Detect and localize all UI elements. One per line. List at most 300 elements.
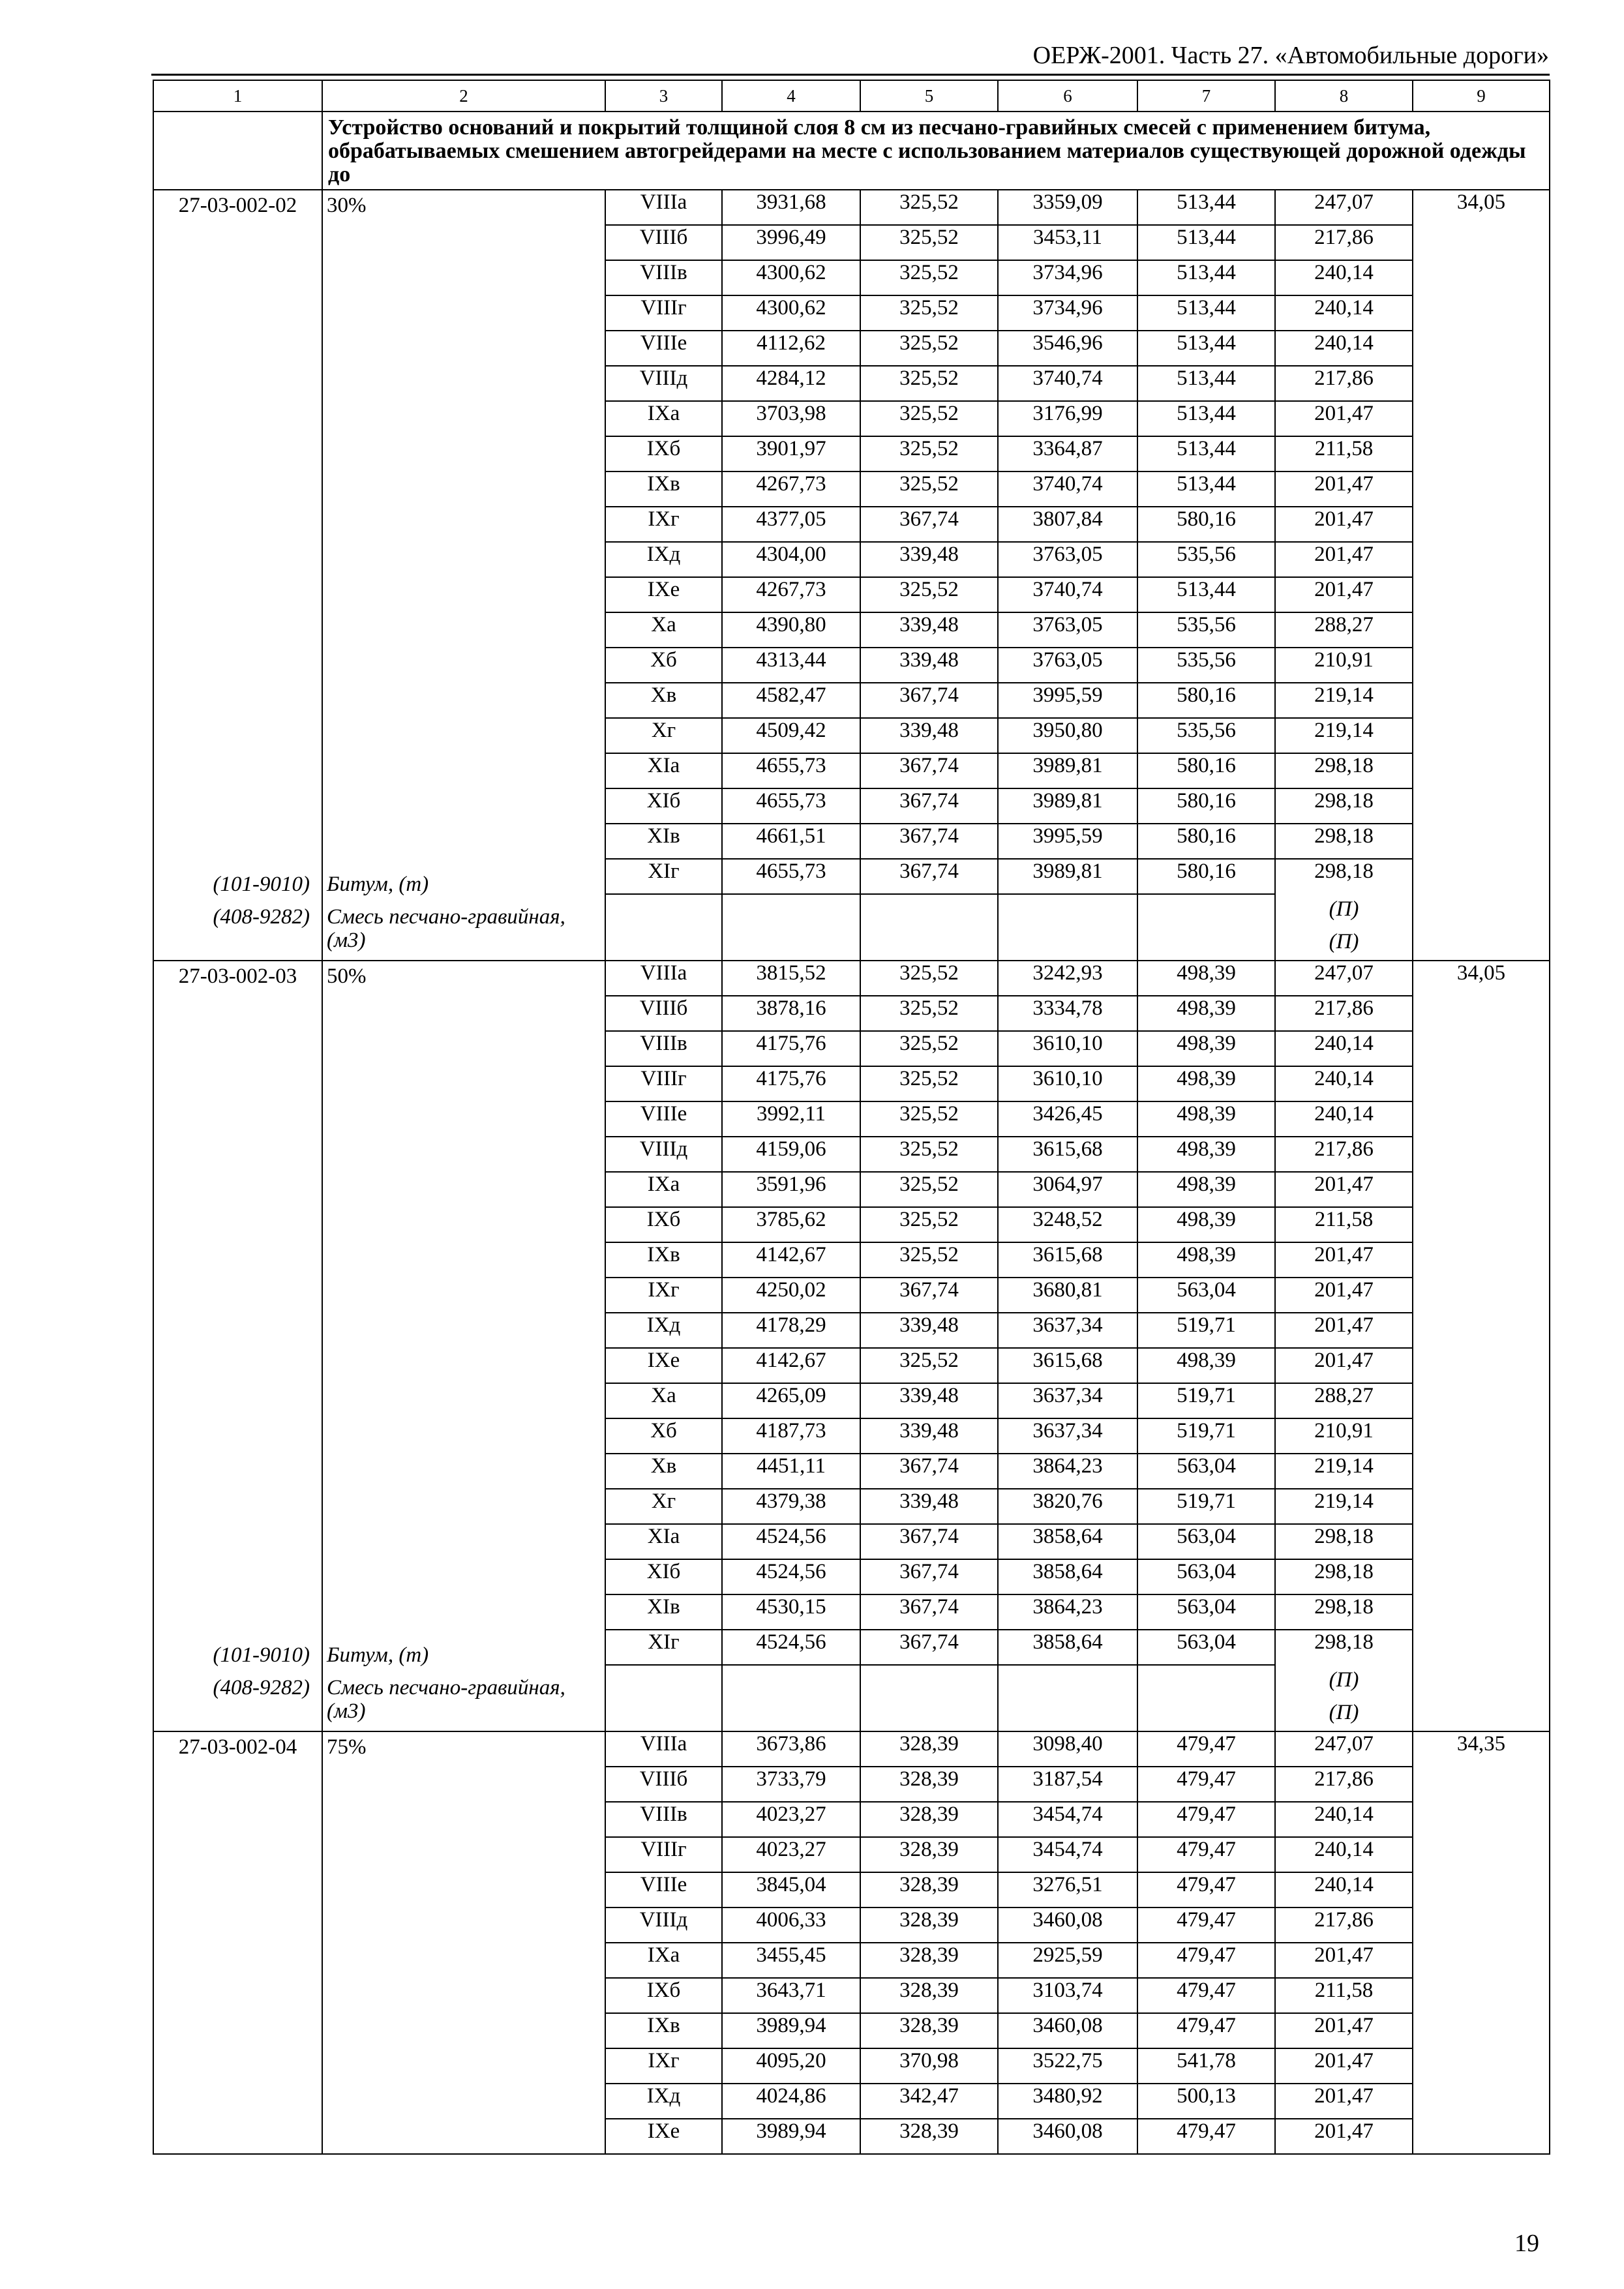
table-row [153,961,1550,996]
value-cell: 201,47 [1275,2013,1413,2048]
value-cell: 3643,71 [722,1978,860,2013]
zone-cell: VIIIв [605,1802,722,1837]
rate-code [153,961,322,1731]
rate-code-text: 27-03-002-02 [178,194,297,217]
value-cell: 3950,80 [998,718,1137,753]
value-cell: 342,47 [860,2084,998,2119]
value-cell: 325,52 [860,436,998,471]
value-cell: 3858,64 [998,1524,1137,1559]
value-cell: 3455,45 [722,1943,860,1978]
value-cell: 328,39 [860,1802,998,1837]
empty-cell [1137,1665,1275,1731]
resource-unit: (П) [1329,1701,1359,1724]
value-cell: 298,18 [1275,788,1413,824]
column-number: 6 [998,80,1137,112]
value-cell: 3453,11 [998,225,1137,260]
zone-cell: XIа [605,753,722,788]
value-cell: 3591,96 [722,1172,860,1207]
value-cell: 201,47 [1275,2084,1413,2119]
last-value-text: 298,18 [1314,1630,1374,1654]
value-cell: 3734,96 [998,295,1137,331]
value-cell: 541,78 [1137,2048,1275,2084]
value-cell: 3359,09 [998,190,1137,225]
zone-cell: Xг [605,718,722,753]
value-cell: 325,52 [860,1031,998,1066]
column-number: 3 [605,80,722,112]
value-cell: 201,47 [1275,1943,1413,1978]
value-cell: 3785,62 [722,1207,860,1242]
value-cell: 513,44 [1137,366,1275,401]
value-cell: 563,04 [1137,1454,1275,1489]
zone-cell: IXе [605,577,722,612]
zone-cell: IXг [605,1278,722,1313]
value-cell: 367,74 [860,824,998,859]
zone-cell: VIIIе [605,331,722,366]
value-cell: 3864,23 [998,1454,1137,1489]
value-cell: 3610,10 [998,1031,1137,1066]
empty-cell [722,1665,860,1731]
value-cell: 4379,38 [722,1489,860,1524]
zone-cell: IXд [605,1313,722,1348]
zone-cell: VIIIа [605,1731,722,1767]
value-cell: 325,52 [860,961,998,996]
value-cell: 513,44 [1137,260,1275,295]
zone-cell: VIIIа [605,190,722,225]
value-cell: 4267,73 [722,471,860,507]
zone-cell: XIб [605,1559,722,1594]
column-number: 4 [722,80,860,112]
zone-cell: IXб [605,1978,722,2013]
value-cell: 535,56 [1137,542,1275,577]
zone-cell: XIв [605,1594,722,1630]
value-cell: 367,74 [860,1559,998,1594]
value-cell: 3615,68 [998,1137,1137,1172]
value-cell: 367,74 [860,1454,998,1489]
empty-cell [998,1665,1137,1731]
value-cell: 367,74 [860,507,998,542]
value-cell: 3248,52 [998,1207,1137,1242]
zone-cell: VIIIа [605,961,722,996]
zone-cell: Xв [605,683,722,718]
value-cell: 217,86 [1275,366,1413,401]
value-cell: 498,39 [1137,1031,1275,1066]
empty-cell [860,894,998,961]
value-cell: 339,48 [860,648,998,683]
value-cell: 3426,45 [998,1101,1137,1137]
value-cell: 217,86 [1275,996,1413,1031]
column-number: 9 [1413,80,1550,112]
value-cell: 325,52 [860,1207,998,1242]
value-cell: 201,47 [1275,401,1413,436]
value-cell: 4655,73 [722,859,860,894]
value-cell: 339,48 [860,718,998,753]
column-number: 7 [1137,80,1275,112]
value-cell: 4304,00 [722,542,860,577]
value-cell: 3858,64 [998,1559,1137,1594]
value-cell: 3364,87 [998,436,1137,471]
value-cell: 325,52 [860,1348,998,1383]
value-cell: 3995,59 [998,683,1137,718]
zone-cell: XIв [605,824,722,859]
value-cell: 513,44 [1137,471,1275,507]
zone-cell: Xа [605,1383,722,1418]
value-cell: 4530,15 [722,1594,860,1630]
rate-description [322,1731,605,2154]
value-cell: 3858,64 [998,1630,1137,1665]
value-cell: 288,27 [1275,612,1413,648]
value-cell: 4524,56 [722,1630,860,1665]
value-cell: 563,04 [1137,1630,1275,1665]
value-cell: 4006,33 [722,1908,860,1943]
value-cell: 4112,62 [722,331,860,366]
zone-cell: IXд [605,2084,722,2119]
value-cell: 563,04 [1137,1559,1275,1594]
column-number: 8 [1275,80,1413,112]
resource-code: (408-9282) [213,905,310,929]
value-cell: 367,74 [860,1524,998,1559]
value-cell: 211,58 [1275,1978,1413,2013]
zone-cell: XIг [605,859,722,894]
column-9-value: 34,05 [1413,961,1550,1731]
value-cell: 3733,79 [722,1767,860,1802]
value-cell: 479,47 [1137,1837,1275,1872]
column-9-value: 34,35 [1413,1731,1550,2154]
value-cell: 240,14 [1275,1837,1413,1872]
value-cell: 328,39 [860,1837,998,1872]
value-cell: 4509,42 [722,718,860,753]
value-cell: 498,39 [1137,1137,1275,1172]
value-cell: 325,52 [860,190,998,225]
value-cell: 219,14 [1275,718,1413,753]
value-cell: 498,39 [1137,1242,1275,1278]
value-cell: 217,86 [1275,225,1413,260]
value-cell: 498,39 [1137,1101,1275,1137]
value-cell: 580,16 [1137,507,1275,542]
value-cell: 4300,62 [722,295,860,331]
value-cell [1275,859,1413,961]
value-cell: 3864,23 [998,1594,1137,1630]
value-cell: 580,16 [1137,788,1275,824]
value-cell: 3878,16 [722,996,860,1031]
value-cell: 240,14 [1275,260,1413,295]
value-cell: 4095,20 [722,2048,860,2084]
value-cell: 580,16 [1137,859,1275,894]
value-cell: 247,07 [1275,1731,1413,1767]
value-cell: 513,44 [1137,331,1275,366]
value-cell: 325,52 [860,1101,998,1137]
column-9-value: 34,05 [1413,190,1550,961]
resource-unit: (П) [1329,930,1359,953]
value-cell: 4142,67 [722,1242,860,1278]
value-cell: 513,44 [1137,295,1275,331]
value-cell: 513,44 [1137,225,1275,260]
value-cell: 498,39 [1137,961,1275,996]
resource-code: (408-9282) [213,1676,310,1699]
rate-code-text: 27-03-002-03 [178,965,297,988]
zone-cell: XIг [605,1630,722,1665]
value-cell: 4265,09 [722,1383,860,1418]
rate-code-text: 27-03-002-04 [178,1735,297,1759]
value-cell: 210,91 [1275,648,1413,683]
value-cell: 247,07 [1275,961,1413,996]
resource-name: Смесь песчано-гравийная, (м3) [327,905,565,952]
value-cell: 479,47 [1137,1767,1275,1802]
value-cell: 367,74 [860,683,998,718]
value-cell: 3460,08 [998,1908,1137,1943]
value-cell: 479,47 [1137,2119,1275,2154]
value-cell: 219,14 [1275,1489,1413,1524]
value-cell: 240,14 [1275,1066,1413,1101]
value-cell: 4187,73 [722,1418,860,1454]
value-cell: 201,47 [1275,542,1413,577]
value-cell: 201,47 [1275,577,1413,612]
value-cell: 328,39 [860,1731,998,1767]
value-cell: 535,56 [1137,718,1275,753]
value-cell: 519,71 [1137,1418,1275,1454]
value-cell: 240,14 [1275,1031,1413,1066]
value-cell: 219,14 [1275,683,1413,718]
value-cell: 328,39 [860,1908,998,1943]
value-cell: 4175,76 [722,1031,860,1066]
value-cell: 513,44 [1137,401,1275,436]
rate-code [153,190,322,961]
value-cell: 3637,34 [998,1418,1137,1454]
value-cell: 3931,68 [722,190,860,225]
value-cell: 339,48 [860,542,998,577]
value-cell: 339,48 [860,1418,998,1454]
zone-cell: IXб [605,1207,722,1242]
value-cell: 4023,27 [722,1837,860,1872]
value-cell: 367,74 [860,753,998,788]
resource-unit: (П) [1329,897,1359,921]
value-cell: 4655,73 [722,753,860,788]
value-cell: 3673,86 [722,1731,860,1767]
value-cell: 325,52 [860,260,998,295]
zone-cell: VIIIд [605,1137,722,1172]
value-cell: 3522,75 [998,2048,1137,2084]
value-cell: 298,18 [1275,1594,1413,1630]
section-title-row [153,112,1550,190]
value-cell: 240,14 [1275,331,1413,366]
zone-cell: VIIIе [605,1101,722,1137]
value-cell: 3820,76 [998,1489,1137,1524]
value-cell: 201,47 [1275,2048,1413,2084]
value-cell: 4313,44 [722,648,860,683]
value-cell: 3615,68 [998,1242,1137,1278]
value-cell: 219,14 [1275,1454,1413,1489]
value-cell: 298,18 [1275,1559,1413,1594]
value-cell: 498,39 [1137,996,1275,1031]
last-value-text: 298,18 [1314,860,1374,883]
value-cell: 3615,68 [998,1348,1137,1383]
value-cell: 519,71 [1137,1313,1275,1348]
value-cell: 3996,49 [722,225,860,260]
value-cell: 4284,12 [722,366,860,401]
value-cell: 3995,59 [998,824,1137,859]
value-cell: 3480,92 [998,2084,1137,2119]
value-cell: 201,47 [1275,471,1413,507]
value-cell: 370,98 [860,2048,998,2084]
value-cell: 3460,08 [998,2119,1137,2154]
value-cell: 3989,81 [998,788,1137,824]
value-cell: 479,47 [1137,1872,1275,1908]
value-cell: 240,14 [1275,1802,1413,1837]
document-header: ОЕРЖ-2001. Часть 27. «Автомобильные дороги» [1032,42,1549,69]
value-cell: 3740,74 [998,577,1137,612]
value-cell: 325,52 [860,1242,998,1278]
zone-cell: VIIIг [605,295,722,331]
value-cell: 3546,96 [998,331,1137,366]
value-cell: 367,74 [860,1594,998,1630]
value-cell: 3815,52 [722,961,860,996]
value-cell: 479,47 [1137,2013,1275,2048]
value-cell: 298,18 [1275,824,1413,859]
zone-cell: IXд [605,542,722,577]
value-cell: 201,47 [1275,1348,1413,1383]
zone-cell: VIIIд [605,1908,722,1943]
value-cell: 325,52 [860,1172,998,1207]
value-cell: 325,52 [860,295,998,331]
zone-cell: Xб [605,648,722,683]
value-cell: 3703,98 [722,401,860,436]
zone-cell: IXг [605,2048,722,2084]
value-cell: 498,39 [1137,1207,1275,1242]
value-cell: 3460,08 [998,2013,1137,2048]
value-cell: 519,71 [1137,1489,1275,1524]
value-cell: 328,39 [860,1978,998,2013]
value-cell: 3334,78 [998,996,1137,1031]
value-cell: 339,48 [860,1383,998,1418]
zone-cell: VIIIд [605,366,722,401]
value-cell: 3454,74 [998,1837,1137,1872]
value-cell: 479,47 [1137,1943,1275,1978]
empty-cell [605,1665,722,1731]
resource-name: Битум, (т) [327,1643,429,1667]
value-cell: 288,27 [1275,1383,1413,1418]
value-cell: 479,47 [1137,1908,1275,1943]
value-cell: 3989,94 [722,2013,860,2048]
value-cell: 4655,73 [722,788,860,824]
value-cell: 3454,74 [998,1802,1137,1837]
value-cell: 4582,47 [722,683,860,718]
value-cell: 4390,80 [722,612,860,648]
value-cell: 498,39 [1137,1348,1275,1383]
value-cell: 535,56 [1137,648,1275,683]
zone-cell: IXа [605,401,722,436]
empty-cell [605,894,722,961]
section-title-spacer [153,112,322,190]
zone-cell: Xв [605,1454,722,1489]
value-cell: 217,86 [1275,1137,1413,1172]
value-cell: 563,04 [1137,1278,1275,1313]
table-body [153,80,1550,2154]
resource-code: (101-9010) [213,1643,310,1667]
value-cell: 3064,97 [998,1172,1137,1207]
value-cell: 479,47 [1137,1731,1275,1767]
value-cell: 4524,56 [722,1524,860,1559]
value-cell: 201,47 [1275,507,1413,542]
value-cell: 498,39 [1137,1066,1275,1101]
zone-cell: VIIIг [605,1837,722,1872]
zone-cell: VIIIе [605,1872,722,1908]
value-cell: 479,47 [1137,1802,1275,1837]
column-number: 2 [322,80,605,112]
value-cell: 339,48 [860,612,998,648]
zone-cell: IXв [605,1242,722,1278]
value-cell: 240,14 [1275,1872,1413,1908]
value-cell: 201,47 [1275,1313,1413,1348]
value-cell: 328,39 [860,1767,998,1802]
value-cell: 3989,81 [998,753,1137,788]
value-cell: 339,48 [860,1489,998,1524]
resource-code: (101-9010) [213,873,310,896]
value-cell: 325,52 [860,331,998,366]
zone-cell: VIIIв [605,1031,722,1066]
value-cell: 3901,97 [722,436,860,471]
value-cell: 500,13 [1137,2084,1275,2119]
value-cell: 3187,54 [998,1767,1137,1802]
price-table [153,80,1550,2155]
zone-cell: VIIIб [605,996,722,1031]
value-cell: 4300,62 [722,260,860,295]
resource-name: Битум, (т) [327,873,429,896]
value-cell: 4023,27 [722,1802,860,1837]
value-cell: 2925,59 [998,1943,1137,1978]
value-cell: 367,74 [860,1278,998,1313]
value-cell: 563,04 [1137,1594,1275,1630]
column-number-row [153,80,1550,112]
value-cell: 325,52 [860,366,998,401]
rate-code [153,1731,322,2154]
value-cell: 367,74 [860,1630,998,1665]
zone-cell: IXг [605,507,722,542]
zone-cell: Xа [605,612,722,648]
value-cell: 4661,51 [722,824,860,859]
value-cell: 4524,56 [722,1559,860,1594]
value-cell: 325,52 [860,401,998,436]
value-cell: 328,39 [860,2119,998,2154]
value-cell: 201,47 [1275,1242,1413,1278]
value-cell: 4142,67 [722,1348,860,1383]
value-cell: 4175,76 [722,1066,860,1101]
value-cell: 325,52 [860,1137,998,1172]
value-cell [1275,1630,1413,1731]
value-cell: 563,04 [1137,1524,1275,1559]
value-cell: 339,48 [860,1313,998,1348]
zone-cell: IXе [605,1348,722,1383]
value-cell: 247,07 [1275,190,1413,225]
zone-cell: VIIIб [605,225,722,260]
value-cell: 3763,05 [998,648,1137,683]
column-number: 5 [860,80,998,112]
zone-cell: XIб [605,788,722,824]
value-cell: 498,39 [1137,1172,1275,1207]
zone-cell: IXв [605,471,722,507]
value-cell: 298,18 [1275,753,1413,788]
value-cell: 535,56 [1137,612,1275,648]
value-cell: 325,52 [860,471,998,507]
zone-cell: Xг [605,1489,722,1524]
value-cell: 298,18 [1275,1524,1413,1559]
value-cell: 519,71 [1137,1383,1275,1418]
rate-description-text: 30% [327,194,367,217]
table-row [153,1731,1550,1767]
value-cell: 217,86 [1275,1767,1413,1802]
value-cell: 217,86 [1275,1908,1413,1943]
page-number: 19 [1514,2230,1539,2257]
value-cell: 479,47 [1137,1978,1275,2013]
value-cell: 201,47 [1275,2119,1413,2154]
